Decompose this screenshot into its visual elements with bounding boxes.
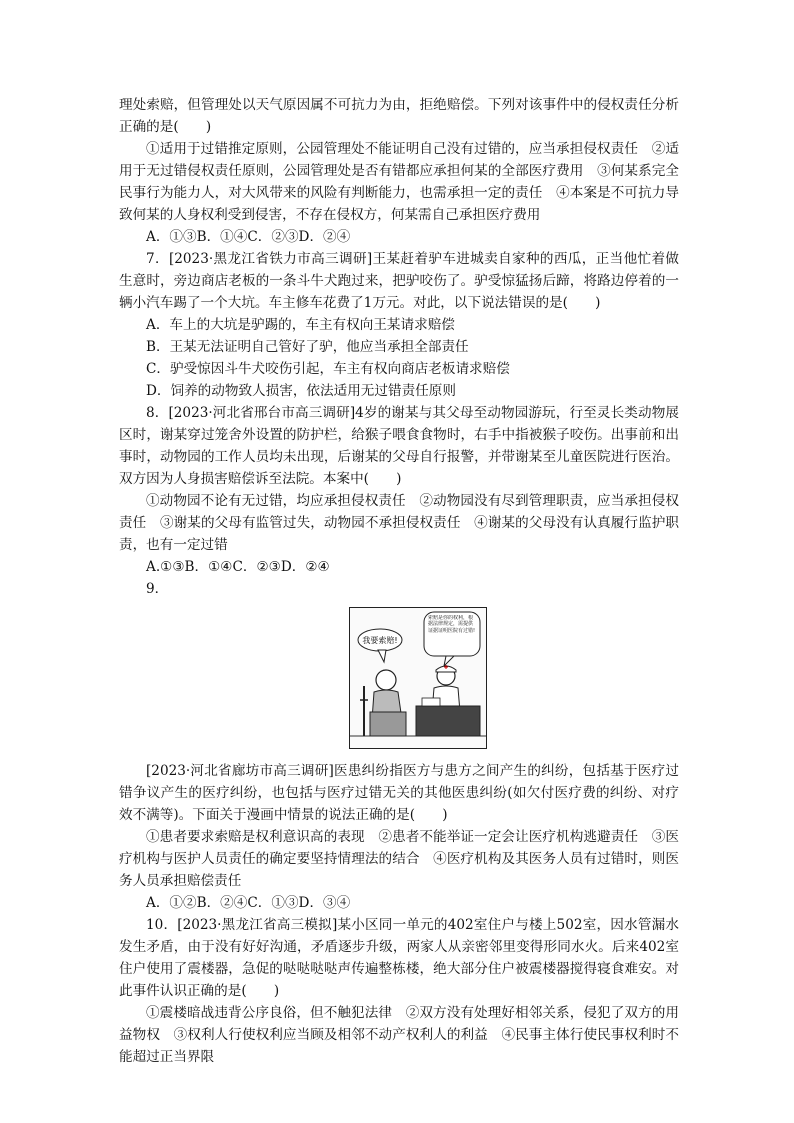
- cartoon-image: [349, 607, 487, 749]
- q7-option-c: C．驴受惊因斗牛犬咬伤引起，车主有权向商店老板请求赔偿: [146, 361, 510, 377]
- q9-stem: [2023·河北省廊坊市高三调研]医患纠纷指医方与患方之间产生的纠纷，包括基于医疗过错争议产生的医疗纠纷，也包括与医疗过错无关的其他医患纠纷(如欠付医疗费的纠纷、对疗效不满等)。下面关于漫画中情景的说法正确的是( ): [119, 763, 679, 823]
- q6-statements: ①适用于过错推定原则，公园管理处不能证明自己没有过错的，应当承担侵权责任 ②适用于无过错侵权责任原则，公园管理处是否有错都应承担何某的全部医疗费用 ③何某系完全民事行为能力人，对大风带来的风险有判断能力，也需承担一定的责任 ④本案是不可抗力导致何某的人身权利受到侵害，不存在侵权方，何某需自己承担医疗费用: [119, 141, 679, 223]
- q6-stem: 理处索赔，但管理处以天气原因属不可抗力为由，拒绝赔偿。下列对该事件中的侵权责任分析正确的是( ): [119, 97, 679, 135]
- q6-choices: A．①③B．①④C．②③D．②④: [146, 229, 351, 245]
- q8-stem: 8．[2023·河北省邢台市高三调研]4岁的谢某与其父母至动物园游玩，行至灵长类动物展区时，谢某穿过笼舍外设置的防护栏，给猴子喂食食物时，右手中指被猴子咬伤。出事前和出事时，动物园的工作人员均未出现，后谢某的父母自行报警，并带谢某至儿童医院进行医治。双方因为人身损害赔偿诉至法院。本案中( ): [119, 405, 679, 487]
- patient-bubble-text: 我要索赔!: [362, 636, 398, 645]
- q9-choices: A．①②B．②④C．①③D．③④: [146, 895, 351, 911]
- q7-option-a: A．车上的大坑是驴踢的，车主有权向王某请求赔偿: [146, 317, 455, 333]
- q10-stem: 10．[2023·黑龙江省高三模拟]某小区同一单元的402室住户与楼上502室，因水管漏水发生矛盾，由于没有好好沟通，矛盾逐步升级，两家人从亲密邻里变得形同水火。后来402室住户使用了震楼器，急促的哒哒哒哒声传遍整栋楼，绝大部分住户被震楼器搅得寝食难安。对此事件认识正确的是( ): [119, 917, 679, 999]
- cartoon-wrap: [119, 607, 679, 757]
- q10-statements: ①震楼暗战违背公序良俗，但不触犯法律 ②双方没有处理好相邻关系，侵犯了双方的用益物权 ③权利人行使权利应当顾及相邻不动产权利人的利益 ④民事主体行使民事权利时不能超过正当界限: [119, 1005, 679, 1065]
- document-page: [119, 94, 679, 1068]
- q8-statements: ①动物园不论有无过错，均应承担侵权责任 ②动物园没有尽到管理职责，应当承担侵权责任 ③谢某的父母有监管过失，动物园不承担侵权责任 ④谢某的父母没有认真履行监护职责，也有一定过错: [119, 493, 679, 553]
- q7-stem: 7．[2023·黑龙江省铁力市高三调研]王某赶着驴车进城卖自家种的西瓜，正当他忙着做生意时，旁边商店老板的一条斗牛犬跑过来，把驴咬伤了。驴受惊猛扬后蹄，将路边停着的一辆小汽车踢了一个大坑。车主修车花费了1万元。对此，以下说法错误的是( ): [119, 251, 679, 311]
- q9-number: 9．: [146, 581, 169, 597]
- q9-statements: ①患者要求索赔是权利意识高的表现 ②患者不能举证一定会让医疗机构逃避责任 ③医疗机构与医护人员责任的确定要坚持情理法的结合 ④医疗机构及其医务人员有过错时，则医务人员承担赔偿责任: [119, 829, 679, 889]
- doctor-bubble-text: 索赔是你的权利，根据法律规定，需提供证据证明医院有过错!: [428, 615, 476, 634]
- q7-option-d: D．饲养的动物致人损害，依法适用无过错责任原则: [146, 383, 456, 399]
- q8-choices: A.①③B．①④C．②③D．②④: [146, 559, 330, 575]
- q7-option-b: B．王某无法证明自己管好了驴，他应当承担全部责任: [146, 339, 469, 355]
